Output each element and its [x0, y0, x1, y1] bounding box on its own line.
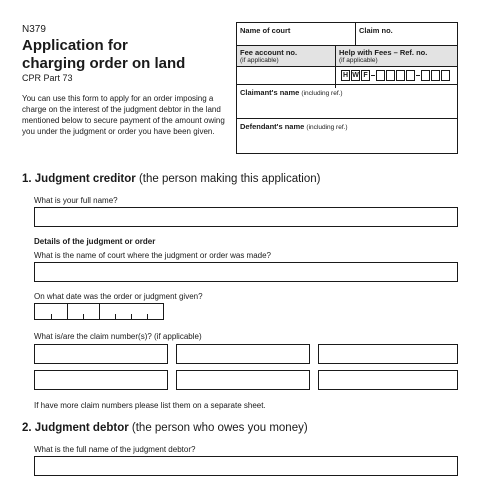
- debtor-name-input[interactable]: [34, 456, 458, 476]
- date-question: On what date was the order or judgment given?: [34, 292, 203, 301]
- hwf-digit-7[interactable]: [441, 70, 450, 81]
- date-tick: [51, 314, 52, 319]
- fee-row: [237, 46, 457, 67]
- hwf-digit-6[interactable]: [431, 70, 440, 81]
- section2-heading-normal: (the person who owes you money): [128, 422, 308, 434]
- fee-account-input[interactable]: [237, 67, 335, 84]
- court-name-input[interactable]: [34, 262, 458, 282]
- cpr-reference: CPR Part 73: [22, 73, 73, 83]
- claim-number-input-2[interactable]: [176, 344, 310, 364]
- name-of-court-label: Name of court: [240, 26, 291, 35]
- form-title-line1: Application for: [22, 37, 128, 54]
- claim-numbers-question: What is/are the claim number(s)? (if applicable): [34, 332, 202, 341]
- court-row: [237, 23, 457, 46]
- section1-heading-bold: 1. Judgment creditor: [22, 173, 136, 185]
- date-tick: [115, 314, 116, 319]
- hwf-box-f: F: [361, 70, 370, 81]
- defendant-row[interactable]: [237, 119, 457, 154]
- form-title-line2: charging order on land: [22, 55, 186, 72]
- date-tick: [131, 314, 132, 319]
- help-with-fees-title: Help with Fees – Ref. no.: [339, 48, 428, 57]
- fee-input-row: [237, 67, 457, 85]
- hwf-dash: [371, 75, 375, 76]
- section2-heading: [22, 422, 308, 434]
- intro-text: You can use this form to apply for an order imposing a charge on the interest of the judgment debtor in the land mentioned below to secure payment of the amount owing you under the judgment or order you have been given.: [22, 94, 225, 136]
- fee-account-title: Fee account no.: [240, 48, 298, 57]
- fee-account-label: [240, 48, 297, 64]
- claim-number-input-1[interactable]: [34, 344, 168, 364]
- claimant-name-label: [240, 88, 343, 97]
- hwf-digit-5[interactable]: [421, 70, 430, 81]
- court-divider: [355, 23, 356, 46]
- claim-no-label: Claim no.: [359, 26, 393, 35]
- date-input[interactable]: [34, 303, 164, 320]
- claim-number-input-4[interactable]: [34, 370, 168, 390]
- section1-heading-normal: (the person making this application): [135, 173, 321, 185]
- claimant-row[interactable]: [237, 85, 457, 119]
- help-with-fees-sub: (if applicable): [339, 57, 378, 64]
- hwf-box-h: H: [342, 72, 349, 79]
- form-code: N379: [22, 24, 46, 35]
- full-name-question: What is your full name?: [34, 196, 118, 205]
- details-heading: Details of the judgment or order: [34, 237, 156, 246]
- hwf-box-w: W: [352, 72, 359, 79]
- hwf-digit-1[interactable]: [376, 70, 385, 81]
- claim-number-input-3[interactable]: [318, 344, 458, 364]
- date-tick: [83, 314, 84, 319]
- more-claims-note: If have more claim numbers please list them on a separate sheet.: [34, 401, 266, 410]
- date-separator-day: [67, 304, 68, 319]
- hwf-digit-4[interactable]: [406, 70, 415, 81]
- hwf-dash: [416, 75, 420, 76]
- fee-account-sub: (if applicable): [240, 57, 279, 64]
- claimant-name-title: Claimant's name: [240, 88, 300, 97]
- section1-heading: [22, 173, 321, 185]
- defendant-name-title: Defendant's name: [240, 122, 305, 131]
- claimant-name-sub: (including ref.): [301, 90, 343, 97]
- defendant-name-label: [240, 122, 348, 131]
- claim-number-input-6[interactable]: [318, 370, 458, 390]
- date-tick: [147, 314, 148, 319]
- hwf-digit-2[interactable]: [386, 70, 395, 81]
- court-name-question: What is the name of court where the judgment or order was made?: [34, 251, 272, 260]
- defendant-name-sub: (including ref.): [306, 124, 348, 131]
- claim-number-input-5[interactable]: [176, 370, 310, 390]
- section2-heading-bold: 2. Judgment debtor: [22, 422, 129, 434]
- help-with-fees-label: [339, 48, 427, 64]
- form-title: [22, 37, 222, 73]
- debtor-name-question: What is the full name of the judgment debtor?: [34, 445, 196, 454]
- full-name-input[interactable]: [34, 207, 458, 227]
- hwf-digit-3[interactable]: [396, 70, 405, 81]
- court-details-box: [236, 22, 458, 154]
- date-separator-month: [99, 304, 100, 319]
